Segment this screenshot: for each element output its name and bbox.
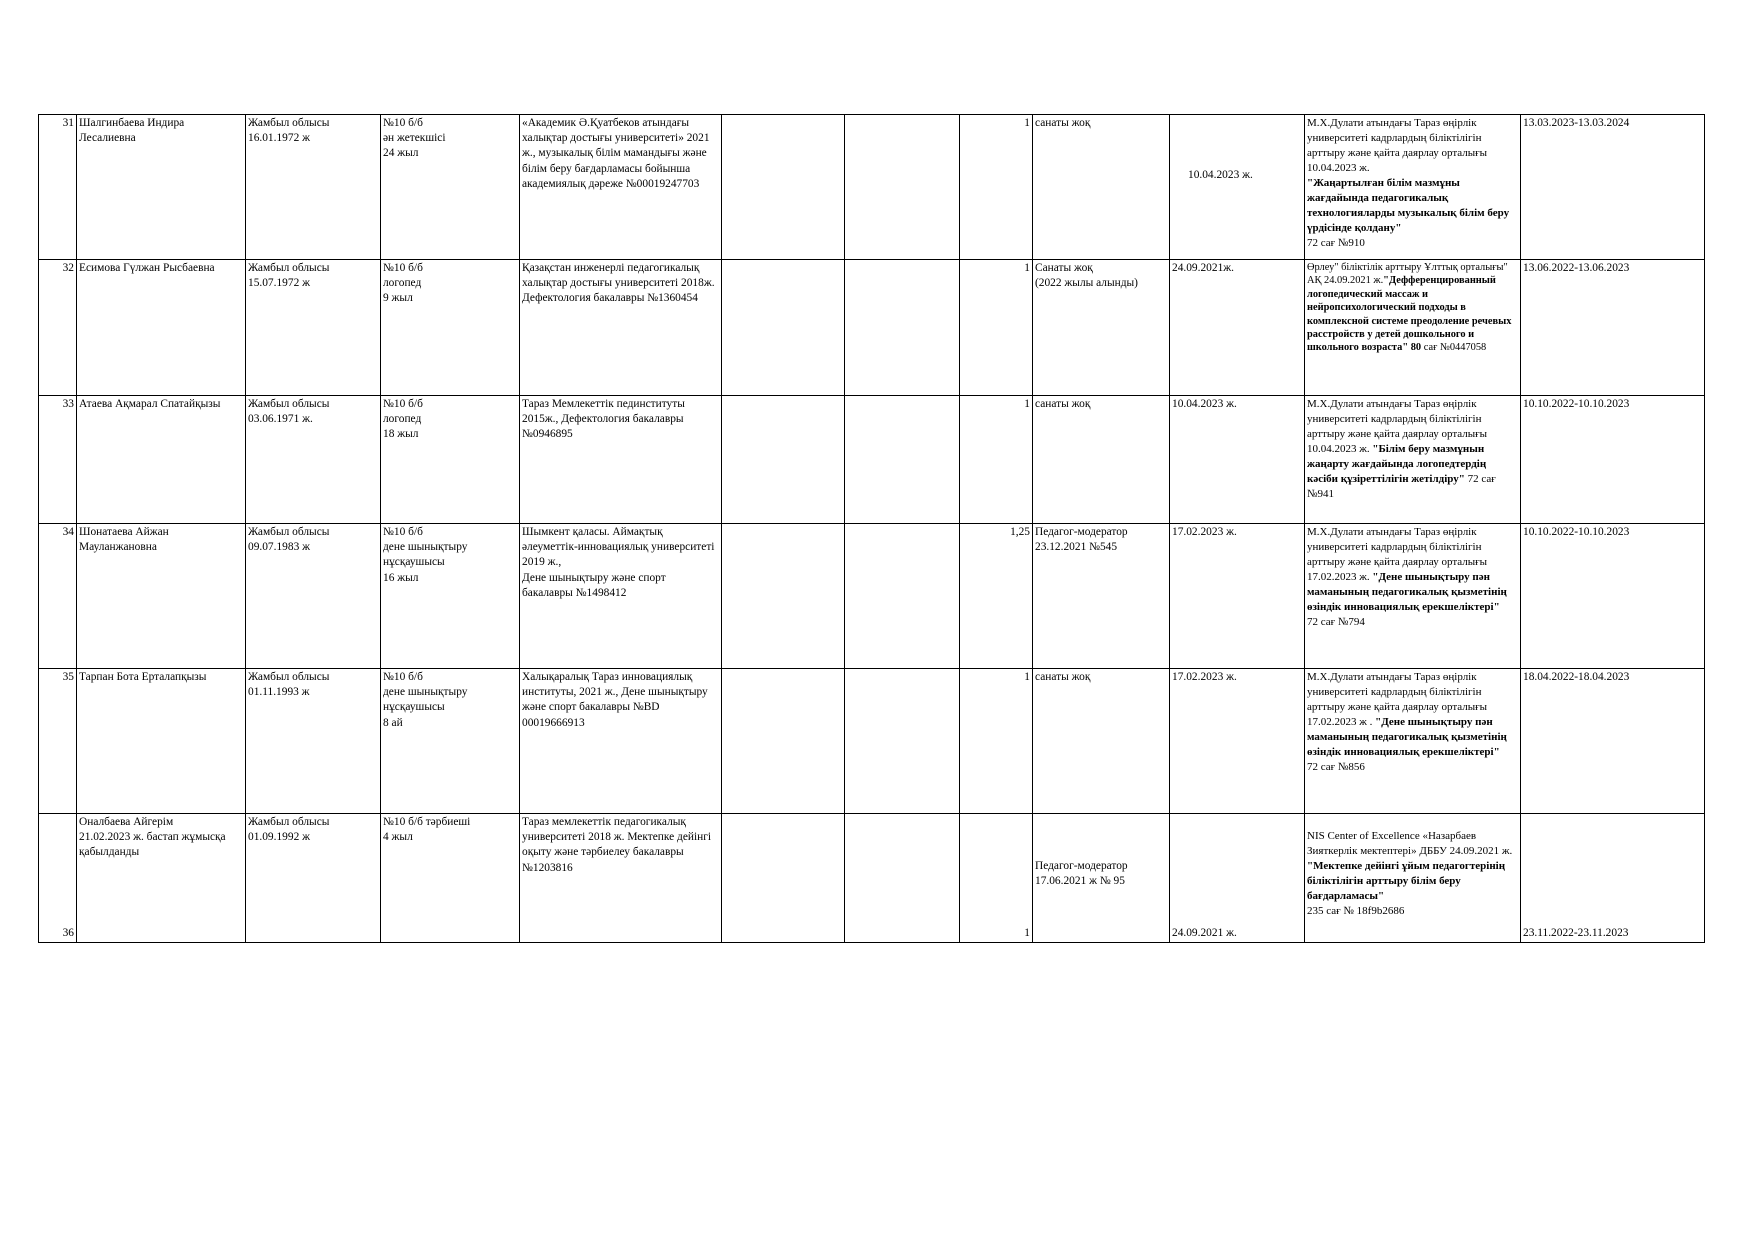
course-info	[1305, 814, 1521, 943]
birth-info: Жамбыл облысы 15.07.1972 ж	[246, 260, 381, 396]
course-info	[1305, 669, 1521, 814]
empty-cell	[845, 115, 960, 260]
table-row	[39, 396, 1705, 524]
full-name: Тарпан Бота Ерталапқызы	[77, 669, 246, 814]
work-rate: 1	[960, 260, 1033, 396]
validity-period: 10.10.2022-10.10.2023	[1521, 524, 1705, 669]
course-plain: Өрлеу" біліктілік арттыру Ұлттық орталығы" АҚ 24.09.2021 ж.	[1307, 262, 1508, 287]
full-name: Атаева Ақмарал Спатайқызы	[77, 396, 246, 524]
empty-cell	[845, 814, 960, 943]
birth-info: Жамбыл облысы 01.11.1993 ж	[246, 669, 381, 814]
course-title: "Жаңартылған білім мазмұны жағдайында педагогикалық технологияларды музыкалық білім беру үрдісінде қолдану"	[1307, 177, 1510, 234]
education-info: Тараз Мемлекеттік пединституты 2015ж., Дефектология бакалавры №0946895	[520, 396, 722, 524]
category: санаты жоқ	[1033, 115, 1170, 260]
empty-cell	[722, 814, 845, 943]
attestation-date: 10.04.2023 ж.	[1188, 169, 1253, 181]
birth-info: Жамбыл облысы 01.09.1992 ж	[246, 814, 381, 943]
staff-table	[38, 114, 1705, 943]
education-info: Шымкент қаласы. Аймақтық әлеуметтік-инновациялық университеті 2019 ж., Дене шынықтыру және спорт бакалавры №1498412	[520, 524, 722, 669]
attestation-date-cell	[1170, 115, 1305, 260]
full-name: Шалгинбаева Индира Лесалиевна	[77, 115, 246, 260]
category: санаты жоқ	[1033, 396, 1170, 524]
row-number: 36	[39, 814, 77, 943]
validity-period: 10.10.2022-10.10.2023	[1521, 396, 1705, 524]
work-rate: 1	[960, 669, 1033, 814]
attestation-date: 24.09.2021ж.	[1170, 260, 1305, 396]
position-info: №10 б/б ән жетекшісі 24 жыл	[381, 115, 520, 260]
course-hours: 72 сағ №941	[1307, 473, 1496, 500]
validity-period: 13.03.2023-13.03.2024	[1521, 115, 1705, 260]
birth-info: Жамбыл облысы 03.06.1971 ж.	[246, 396, 381, 524]
empty-cell	[845, 396, 960, 524]
empty-cell	[845, 669, 960, 814]
course-plain: М.Х.Дулати атындағы Тараз өңірлік университеті кадрлардың біліктілігін арттыру және қайта даярлау орталығы 17.02.2023 ж.	[1307, 526, 1488, 583]
category: Санаты жоқ (2022 жылы алынды)	[1033, 260, 1170, 396]
education-info: Тараз мемлекеттік педагогикалық университеті 2018 ж. Мектепке дейінгі оқыту және тәрбиелеу бакалавры №1203816	[520, 814, 722, 943]
row-number: 33	[39, 396, 77, 524]
education-info: «Академик Ә.Қуатбеков атындағы халықтар достығы университеті» 2021 ж., музыкалық білім мамандығы және білім беру бағдарламасы бойынша академиялық дәреже №00019247703	[520, 115, 722, 260]
empty-cell	[722, 396, 845, 524]
course-hours: 235 сағ № 18f9b2686	[1307, 905, 1405, 917]
course-plain: М.Х.Дулати атындағы Тараз өңірлік университеті кадрлардың біліктілігін арттыру және қайта даярлау орталығы 10.04.2023 ж.	[1307, 398, 1488, 455]
table-row	[39, 115, 1705, 260]
course-title: "Дене шынықтыру пән маманының педагогикалық қызметінің өзіндік инновациялық ерекшеліктері"	[1307, 571, 1507, 613]
position-info: №10 б/б тәрбиеші 4 жыл	[381, 814, 520, 943]
course-info	[1305, 115, 1521, 260]
attestation-date: 24.09.2021 ж.	[1170, 814, 1305, 943]
position-info: №10 б/б дене шынықтыру нұсқаушысы 16 жыл	[381, 524, 520, 669]
work-rate: 1	[960, 396, 1033, 524]
course-hours: сағ №0447058	[1423, 342, 1487, 354]
table-row	[39, 524, 1705, 669]
table-row	[39, 814, 1705, 943]
category-cell	[1033, 814, 1170, 943]
row-number: 31	[39, 115, 77, 260]
category: Педагог-модератор 17.06.2021 ж № 95	[1035, 860, 1128, 888]
course-plain: М.Х.Дулати атындағы Тараз өңірлік университеті кадрлардың біліктілігін арттыру және қайта даярлау орталығы 10.04.2023 ж.	[1307, 117, 1488, 174]
course-title: "Білім беру мазмұнын жаңарту жағдайында логопедтердің кәсіби құзіреттілігін жетілдіру"	[1307, 443, 1487, 485]
birth-info: Жамбыл облысы 09.07.1983 ж	[246, 524, 381, 669]
full-name: Оналбаева Айгерім 21.02.2023 ж. бастап жұмысқа қабылданды	[77, 814, 246, 943]
category: санаты жоқ	[1033, 669, 1170, 814]
empty-cell	[722, 524, 845, 669]
birth-info: Жамбыл облысы 16.01.1972 ж	[246, 115, 381, 260]
course-hours: 72 сағ №856	[1307, 761, 1365, 773]
empty-cell	[722, 669, 845, 814]
education-info: Халықаралық Тараз инновациялық институты, 2021 ж., Дене шынықтыру және спорт бакалавры №BD 00019666913	[520, 669, 722, 814]
course-info	[1305, 396, 1521, 524]
row-number: 35	[39, 669, 77, 814]
course-hours: 72 сағ №794	[1307, 616, 1365, 628]
education-info: Қазақстан инженерлі педагогикалық халықтар достығы университеті 2018ж. Дефектология бакалавры №1360454	[520, 260, 722, 396]
table-row	[39, 260, 1705, 396]
attestation-date: 17.02.2023 ж.	[1170, 524, 1305, 669]
course-info	[1305, 260, 1521, 396]
full-name: Шонатаева Айжан Мауланжановна	[77, 524, 246, 669]
row-number: 34	[39, 524, 77, 669]
validity-period: 23.11.2022-23.11.2023	[1521, 814, 1705, 943]
position-info: №10 б/б логопед 9 жыл	[381, 260, 520, 396]
course-plain: NIS Center of Excellence «Назарбаев Зияткерлік мектептері» ДББУ 24.09.2021 ж.	[1307, 830, 1513, 857]
course-title: "Дефференцированный логопедический массаж и нейропсихологический подходы в комплексной системе преодоление речевых расстройств у детей дошкольного и школьного возраста" 80	[1307, 275, 1512, 354]
validity-period: 18.04.2022-18.04.2023	[1521, 669, 1705, 814]
category: Педагог-модератор 23.12.2021 №545	[1033, 524, 1170, 669]
course-hours: 72 сағ №910	[1307, 237, 1365, 249]
work-rate: 1	[960, 115, 1033, 260]
attestation-date: 10.04.2023 ж.	[1170, 396, 1305, 524]
position-info: №10 б/б дене шынықтыру нұсқаушысы 8 ай	[381, 669, 520, 814]
empty-cell	[845, 260, 960, 396]
course-title: "Мектепке дейінгі ұйым педагогтерінің біліктілігін арттыру білім беру бағдарламасы"	[1307, 860, 1506, 902]
course-title: "Дене шынықтыру пән маманының педагогикалық қызметінің өзіндік инновациялық ерекшеліктері"	[1307, 716, 1507, 758]
work-rate: 1,25	[960, 524, 1033, 669]
empty-cell	[722, 115, 845, 260]
empty-cell	[722, 260, 845, 396]
validity-period: 13.06.2022-13.06.2023	[1521, 260, 1705, 396]
work-rate: 1	[960, 814, 1033, 943]
table-row	[39, 669, 1705, 814]
full-name: Есимова Гүлжан Рысбаевна	[77, 260, 246, 396]
course-info	[1305, 524, 1521, 669]
course-plain: М.Х.Дулати атындағы Тараз өңірлік университеті кадрлардың біліктілігін арттыру және қайта даярлау орталығы 17.02.2023 ж .	[1307, 671, 1488, 728]
attestation-date: 17.02.2023 ж.	[1170, 669, 1305, 814]
empty-cell	[845, 524, 960, 669]
position-info: №10 б/б логопед 18 жыл	[381, 396, 520, 524]
row-number: 32	[39, 260, 77, 396]
